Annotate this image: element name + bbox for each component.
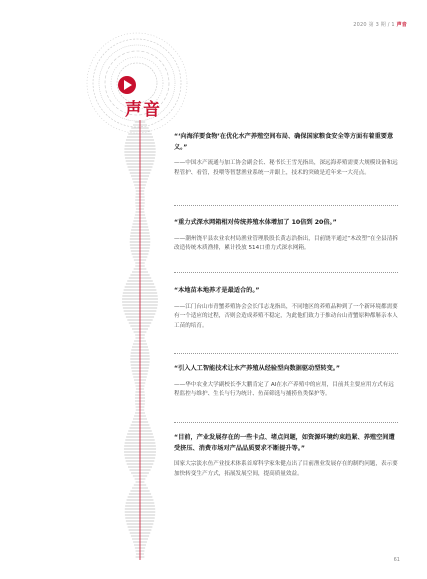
play-badge-icon — [118, 76, 136, 94]
page-number: 61 — [393, 557, 400, 563]
quote-block-5 — [174, 433, 398, 479]
header-publication: 2020 第 3 期 / 1 — [353, 22, 395, 28]
divider — [174, 353, 398, 354]
quote-headline: “本地苗本地养才是最适合的。” — [174, 287, 260, 294]
divider — [174, 272, 398, 273]
header-section-tag: 声音 — [396, 22, 407, 28]
quote-headline: “‘向海洋要食物’在优化水产养殖空间布局、确保国家粮食安全等方面有着重要意义。” — [174, 133, 394, 151]
quote-headline: “目前，产业发展存在的一些卡点、堵点问题，如资源环境约束趋紧、养殖空间遭受挤压、消费市场对产品品质要求不断提升等。” — [174, 434, 395, 452]
divider — [174, 422, 398, 423]
quote-headline: “引入人工智能技术让水产养殖从经验型向数据驱动型转变。” — [174, 365, 340, 372]
quote-body: ——中国水产流通与加工协会副会长、秘书长王雪光指出，深远海养殖需要大规模设备和远程管护、看管，投喂等智慧渔业系统一并跟上，技术的突破是近年来一大亮点。 — [174, 160, 398, 176]
divider — [174, 205, 398, 206]
quote-block-4 — [174, 364, 398, 400]
quote-block-1 — [174, 132, 398, 178]
quote-body: ——潮州饶平县农业农村局渔业管理股股长黄志浩指出，目前饶平通过“木改塑”在全县清拆改造传统木质渔排，累计投放 514口重力式深水网箱。 — [174, 235, 398, 251]
quote-block-2 — [174, 218, 398, 254]
section-title: 声音 — [125, 100, 161, 120]
quote-block-3 — [174, 286, 398, 331]
quote-body: ——华中农业大学副校长李大鹏肯定了 AI在水产养殖中的应用，目前其主要应用方式有远程监控与维护、生长与行为统计、鱼苗筛选与捕捞鱼类保护等。 — [174, 381, 394, 397]
quote-body: ——江门台山市青蟹养殖协会会长邝志龙指出，不同地区的养殖品种到了一个新环境都需要有一个适应的过程，否则会造成养殖不稳定，为此他们致力于推动台山青蟹原种都斛亲本人工苗的培育。 — [174, 303, 398, 329]
quote-body: 国家大宗淡水鱼产业技术体系首席科学家朱健点出了目前渔业发展存在的制约问题，表示要加快转变生产方式，拓展发展空间，提高质量效益。 — [174, 461, 398, 477]
quote-headline: “重力式深水网箱相对传统养殖水体增加了 10倍到 20倍。” — [174, 219, 337, 226]
running-header — [353, 21, 407, 28]
decorative-sound-wave — [118, 120, 162, 560]
